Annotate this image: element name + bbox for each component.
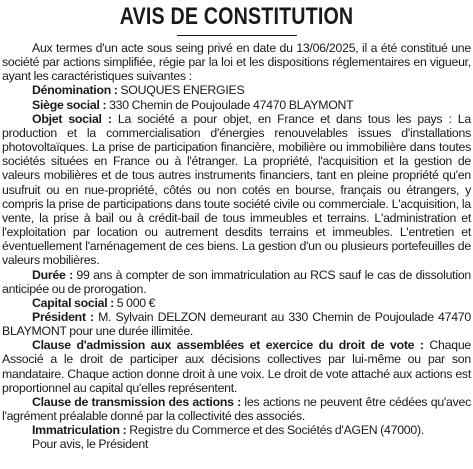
immatriculation-paragraph [2,423,471,437]
president-value: M. Sylvain DELZON demeurant au 330 Chemin de Poujoulade 47470 BLAYMONT pour une durée illimitée. [2,309,471,339]
transmission-value: les actions ne peuvent être cédées qu'avec l'agrément préalable donné par la collectivité des associés. [2,394,471,424]
admission-label: Clause d'admission aux assemblées et exercice du droit de vote : [32,338,424,353]
duree-paragraph [2,268,471,296]
denomination-label: Dénomination : [32,83,118,98]
duree-label: Durée : [32,267,73,282]
objet-value: La société a pour objet, en France et dans tous les pays : La production et la commercialisation d'énergies renouvelables issues d'installations photovoltaïques. La prise de participation financière, mobilière ou immobilière dans toutes sociétés situées en France ou à l'étranger. La propriété, l'acquisition et la gestion de valeurs mobilières et de tous autres instruments financiers, tant en pleine propriété qu'en usufruit ou en nue-propriété, côtés ou non cotés en bourse, français ou étrangers, y compris la prise de participations dans toute société civile ou commerciale. L'acquisition, la vente, la prise à bail ou à crédit-bail de tous immeubles et terrains. L'administration et l'exploitation par location ou autrement desdits terrains et immeubles. L'entretien et éventuellement l'aménagement de ces biens. La gestion d'un ou plusieurs portefeuilles de valeurs mobilières. [2,111,471,268]
capital-paragraph [2,296,471,310]
title-divider [177,35,297,36]
immatriculation-value: Registre du Commerce et des Sociétés d'AGEN (47000). [126,423,424,438]
president-paragraph [2,310,471,338]
immatriculation-label: Immatriculation : [32,423,127,438]
denomination-value: SOUQUES ENERGIES [117,83,245,98]
objet-paragraph [2,112,471,268]
transmission-paragraph [2,395,471,423]
closing-line: Pour avis, le Président [32,437,149,452]
capital-label: Capital social : [32,295,114,310]
notice-body [2,41,471,452]
intro-paragraph: Aux termes d'un acte sous seing privé en date du 13/06/2025, il a été constitué une société par actions simplifiée, régie par la loi et les dispositions réglementaires en vigueur, ayant les caractéristiques suivantes : [2,41,471,84]
siege-label: Siège social : [32,97,107,112]
duree-value: 99 ans à compter de son immatriculation au RCS sauf le cas de dissolution anticipée ou de prorogation. [2,267,471,296]
siege-paragraph [2,98,471,112]
objet-label: Objet social : [32,111,112,126]
denomination-paragraph [2,83,471,97]
notice-title: AVIS DE CONSTITUTION [119,3,354,30]
transmission-label: Clause de transmission des actions : [32,394,241,409]
siege-value: 330 Chemin de Poujoulade 47470 BLAYMONT [106,97,354,112]
capital-value: 5 000 € [114,295,156,310]
admission-value: Chaque Associé a le droit de participer aux décisions collectives par lui-même ou par son mandataire. Chaque action donne droit à une voix. Le droit de vote attaché aux actions est proportionnel au capital qu'elles représentent. [2,338,471,395]
admission-paragraph [2,338,471,395]
president-label: Président : [32,309,94,324]
